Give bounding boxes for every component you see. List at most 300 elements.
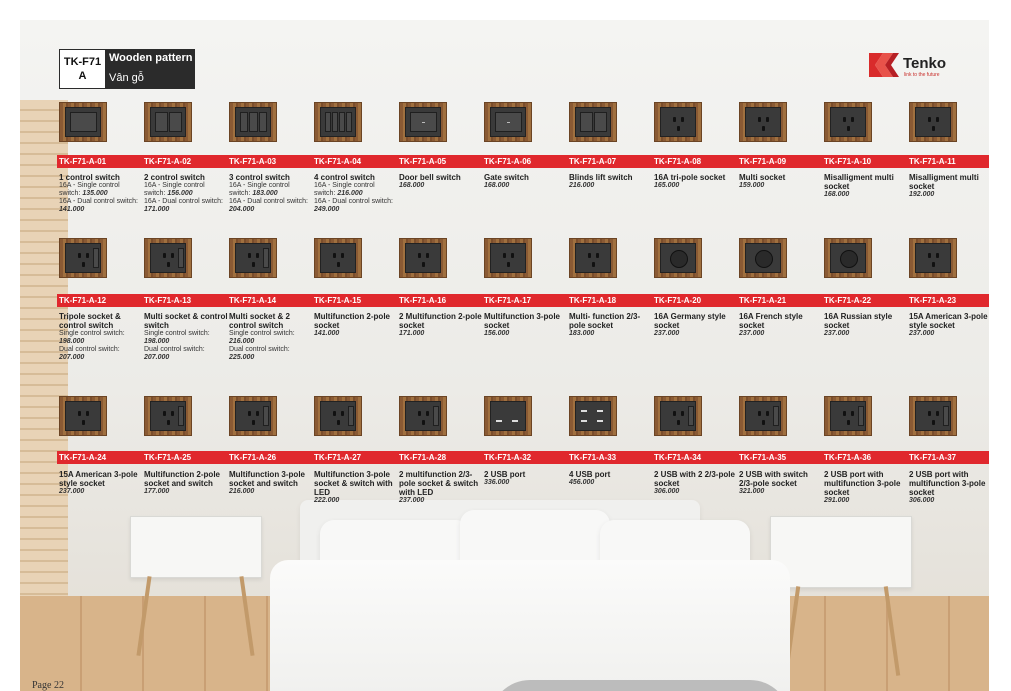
price-value: 225.000 [229,354,255,361]
switch-4-icon [320,107,356,137]
plate-detail [155,112,168,132]
plate-detail [847,420,850,425]
wood-frame-thumbnail [229,102,277,142]
plate-detail [773,406,779,426]
plate-detail [851,411,854,416]
plate-detail [93,248,99,268]
plate-detail [594,112,607,132]
wood-frame-thumbnail [399,396,447,436]
plate-detail [592,262,595,267]
product-code: TK-F71-A-20 [654,296,702,305]
price-label: 16A - Single control switch: [144,182,205,197]
plate-detail [86,253,89,258]
plate-detail [843,117,846,122]
plate-detail [78,253,81,258]
plate-detail [252,420,255,425]
wood-frame-thumbnail [739,396,787,436]
wood-frame-thumbnail [654,238,702,278]
price-line [229,330,313,346]
plate-detail [936,117,939,122]
price-value: 237.000 [654,330,680,337]
plate-detail [511,253,514,258]
socket-2switch-icon [235,243,271,273]
product-details [484,330,568,338]
plate-detail [507,122,510,123]
wood-frame-thumbnail [569,238,617,278]
plate-detail [248,411,251,416]
product-code: TK-F71-A-36 [824,453,872,462]
plate-detail [936,411,939,416]
plate-detail [263,406,269,426]
price-value: 192.000 [909,191,935,198]
wood-frame-thumbnail [229,396,277,436]
russian-socket-icon [830,243,866,273]
product-details [739,488,823,496]
product-name: 16A Russian style socket [824,312,893,330]
price-value: 165.000 [654,182,680,189]
right-nightstand [770,516,912,588]
doorbell-switch-icon [405,107,441,137]
plate-detail [163,253,166,258]
plate-detail [677,126,680,131]
plate-detail [333,253,336,258]
product-details [654,488,738,496]
plate-detail [762,420,765,425]
plate-detail [581,410,587,412]
price-label: Single control switch: [229,330,295,337]
plate-detail [762,126,765,131]
wood-frame-thumbnail [59,396,107,436]
misalignment-socket-icon [830,107,866,137]
usb-switch-socket-icon [745,401,781,431]
product-details [144,330,228,362]
product-code: TK-F71-A-26 [229,453,277,462]
series-subtitle: Vân gỗ [109,72,144,84]
switch-1-icon [65,107,101,137]
product-details [824,497,908,505]
price-line [144,182,228,198]
product-details [824,191,908,199]
double-3pole-socket-icon [575,243,611,273]
wood-frame-thumbnail [314,238,362,278]
american-socket-icon [65,401,101,431]
plate-detail [681,411,684,416]
product-code: TK-F71-A-21 [739,296,787,305]
plate-detail [928,253,931,258]
product-name: Multi socket & control switch [144,312,228,330]
price-line [59,198,143,214]
product-details [739,182,823,190]
product-code: TK-F71-A-22 [824,296,872,305]
plate-detail [688,406,694,426]
series-header [59,49,195,89]
plate-detail [171,411,174,416]
french-socket-icon [745,243,781,273]
price-line [229,346,313,362]
price-value: 237.000 [399,497,425,504]
gate-switch-icon [490,107,526,137]
wood-frame-thumbnail [654,102,702,142]
product-details [144,488,228,496]
plate-detail [581,420,587,422]
price-label: 16A - Dual control switch: [229,198,308,205]
wood-frame-thumbnail [144,238,192,278]
product-details [229,330,313,362]
product-code: TK-F71-A-09 [739,157,787,166]
product-code: TK-F71-A-25 [144,453,192,462]
wood-frame-thumbnail [59,238,107,278]
wood-frame-thumbnail [144,102,192,142]
price-label: 16A - Dual control switch: [144,198,223,205]
price-label: Dual control switch: [229,346,290,353]
product-code: TK-F71-A-07 [569,157,617,166]
price-value: 141.000 [314,330,340,337]
wood-frame-thumbnail [484,396,532,436]
product-details [59,330,143,362]
wood-frame-thumbnail [484,238,532,278]
plate-detail [597,420,603,422]
price-value: 177.000 [144,488,170,495]
product-name: Misalligment multi socket [824,173,894,191]
product-name: 1 control switch [59,173,120,182]
product-name: Multifunction 2-pole socket [314,312,390,330]
price-value: 171.000 [399,330,425,337]
plate-detail [673,411,676,416]
product-details [484,479,568,487]
price-value: 237.000 [59,488,85,495]
product-code: TK-F71-A-18 [569,296,617,305]
plate-detail [163,411,166,416]
plate-detail [503,253,506,258]
product-name: 2 USB port with multifunction 3-pole socket [824,470,901,497]
plate-detail [936,253,939,258]
product-details [569,182,653,190]
wood-frame-thumbnail [399,102,447,142]
price-value: 207.000 [144,354,170,361]
plate-detail [758,411,761,416]
double-led-switch-icon [405,401,441,431]
series-title: Wooden pattern [109,52,193,64]
product-details [569,330,653,338]
misalignment-socket-icon [915,107,951,137]
wood-frame-thumbnail [314,102,362,142]
plate-detail [333,411,336,416]
product-details [144,182,228,214]
product-details [59,488,143,496]
wood-frame-thumbnail [569,396,617,436]
price-line [229,182,313,198]
socket-switch-icon [150,243,186,273]
price-value: 171.000 [144,206,170,213]
product-code: TK-F71-A-06 [484,157,532,166]
product-details [484,182,568,190]
product-code: TK-F71-A-35 [739,453,787,462]
price-label: 16A - Dual control switch: [59,198,138,205]
plate-detail [86,411,89,416]
plate-detail [858,406,864,426]
wood-frame-thumbnail [484,102,532,142]
wood-frame-thumbnail [909,396,957,436]
plate-detail [932,126,935,131]
plate-detail [928,117,931,122]
plate-detail [766,411,769,416]
price-label: Dual control switch: [144,346,205,353]
price-value: 306.000 [909,497,935,504]
tenko-logo-icon [867,51,901,79]
plate-detail [325,112,331,132]
multi-socket-icon [745,107,781,137]
price-value: 249.000 [314,206,340,213]
3pole-led-switch-icon [320,401,356,431]
product-name: 16A French style socket [739,312,803,330]
wood-frame-thumbnail [824,102,872,142]
product-code: TK-F71-A-17 [484,296,532,305]
plate-detail [167,420,170,425]
price-line [314,182,398,198]
price-value: 306.000 [654,488,680,495]
plate-detail [766,117,769,122]
brand-tagline: link to the future [904,72,940,78]
plate-detail [673,117,676,122]
plate-detail [418,411,421,416]
plate-detail [422,262,425,267]
product-details [229,182,313,214]
price-label: Single control switch: [59,330,125,337]
plate-detail [252,262,255,267]
plate-detail [670,250,688,268]
product-details [399,330,483,338]
plate-detail [932,420,935,425]
product-name: Tripole socket & control switch [59,312,121,330]
plate-detail [341,411,344,416]
product-details [314,182,398,214]
product-details [399,182,483,190]
price-value: 456.000 [569,479,595,486]
wood-frame-thumbnail [739,102,787,142]
price-value: 216.000 [337,190,363,197]
product-name: 4 control switch [314,173,375,182]
plate-detail [758,117,761,122]
product-details [909,330,993,338]
price-line [144,198,228,214]
switch-2-icon [150,107,186,137]
product-name: 15A American 3-pole style socket [909,312,988,330]
product-name: 2 USB port with multifunction 3-pole socket [909,470,986,497]
product-name: 2 USB port [484,470,526,479]
wood-frame-thumbnail [739,238,787,278]
socket-switch-icon [65,243,101,273]
price-line [59,346,143,362]
plate-detail [422,122,425,123]
price-value: 198.000 [59,338,85,345]
plate-detail [169,112,182,132]
product-code: TK-F71-A-05 [399,157,447,166]
product-details [739,330,823,338]
price-value: 222.000 [314,497,340,504]
price-value: 321.000 [739,488,765,495]
product-name: 16A Germany style socket [654,312,726,330]
product-details [909,497,993,505]
plate-detail [339,112,345,132]
3pole-socket-icon [490,243,526,273]
price-value: 198.000 [144,338,170,345]
plate-detail [249,112,257,132]
price-value: 237.000 [909,330,935,337]
price-label: 16A - Single control switch: [229,182,290,197]
product-name: 16A tri-pole socket [654,173,726,182]
plate-detail [928,411,931,416]
product-details [59,182,143,214]
wood-frame-thumbnail [59,102,107,142]
price-label: 16A - Single control switch: [59,182,120,197]
wood-frame-thumbnail [569,102,617,142]
plate-detail [263,248,269,268]
product-code: TK-F71-A-11 [909,157,956,166]
wood-frame-thumbnail [144,396,192,436]
plate-detail [82,262,85,267]
price-value: 291.000 [824,497,850,504]
series-code: TK-F71 A [59,49,106,89]
price-value: 156.000 [484,330,510,337]
price-line [144,330,228,346]
plate-detail [167,262,170,267]
plate-detail [840,250,858,268]
price-value: 216.000 [229,488,255,495]
3pole-switch-icon [235,401,271,431]
price-label: 16A - Dual control switch: [314,198,393,205]
product-name: 2 multifunction 2/3-pole socket & switch with LED [399,470,479,497]
product-name: Door bell switch [399,173,461,182]
product-code: TK-F71-A-08 [654,157,702,166]
price-line [144,346,228,362]
wood-frame-thumbnail [229,238,277,278]
wood-frame-thumbnail [909,238,957,278]
product-code: TK-F71-A-24 [59,453,107,462]
product-details [399,497,483,505]
product-details [314,330,398,338]
product-name: Multifunction 3-pole socket & switch with LED [314,470,393,497]
product-name: Blinds lift switch [569,173,633,182]
price-label: Single control switch: [144,330,210,337]
american-socket-icon [915,243,951,273]
plate-detail [178,248,184,268]
bed [270,560,790,691]
product-details [654,182,738,190]
wood-frame-thumbnail [399,238,447,278]
product-name: 4 USB port [569,470,611,479]
price-line [229,198,313,214]
usb-2-icon [490,401,526,431]
plate-detail [337,420,340,425]
plate-detail [433,406,439,426]
plate-detail [943,406,949,426]
tripole-socket-icon [660,107,696,137]
product-code: TK-F71-A-14 [229,296,277,305]
plate-detail [496,420,502,422]
left-nightstand [130,516,262,578]
product-code: TK-F71-A-12 [59,296,107,305]
price-line [59,330,143,346]
price-value: 183.000 [569,330,595,337]
page-number: Page 22 [32,680,64,691]
product-name: 2 USB with switch 2/3-pole socket [739,470,808,488]
price-value: 156.000 [167,190,193,197]
product-code: TK-F71-A-13 [144,296,192,305]
plate-detail [422,420,425,425]
switch-3-icon [235,107,271,137]
plate-detail [178,406,184,426]
product-name: 15A American 3-pole style socket [59,470,138,488]
price-value: 168.000 [824,191,850,198]
product-details [824,330,908,338]
wood-frame-thumbnail [909,102,957,142]
product-details [314,497,398,505]
plate-detail [256,411,259,416]
plate-detail [843,411,846,416]
plate-detail [240,112,248,132]
product-code: TK-F71-A-02 [144,157,192,166]
product-code: TK-F71-A-04 [314,157,362,166]
plate-detail [677,420,680,425]
product-name: Multifunction 2-pole socket and switch [144,470,220,488]
product-code: TK-F71-A-16 [399,296,447,305]
price-value: 237.000 [824,330,850,337]
plate-detail [512,420,518,422]
plate-detail [248,253,251,258]
price-value: 237.000 [739,330,765,337]
product-name: Multi socket & 2 control switch [229,312,290,330]
plate-detail [418,253,421,258]
price-value: 216.000 [569,182,595,189]
product-name: Gate switch [484,173,529,182]
product-name: 3 control switch [229,173,290,182]
price-value: 168.000 [399,182,425,189]
2pole-switch-icon [150,401,186,431]
usb-3pole-icon [830,401,866,431]
price-value: 183.000 [252,190,278,197]
plate-detail [588,253,591,258]
plate-detail [332,112,338,132]
product-code: TK-F71-A-03 [229,157,277,166]
plate-detail [596,253,599,258]
product-name: 2 USB with 2 2/3-pole socket [654,470,735,488]
plate-detail [70,112,97,132]
product-name: Multi socket [739,173,786,182]
plate-detail [426,253,429,258]
price-label: 16A - Single control switch: [314,182,375,197]
plate-detail [346,112,352,132]
price-line [59,182,143,198]
product-code: TK-F71-A-15 [314,296,362,305]
product-code: TK-F71-A-01 [59,157,107,166]
plate-detail [580,112,593,132]
plate-detail [932,262,935,267]
price-line [314,198,398,214]
tenko-logo [867,51,967,79]
price-value: 141.000 [59,206,85,213]
plate-detail [341,253,344,258]
plate-detail [348,406,354,426]
product-name: Multifunction 3-pole socket and switch [229,470,305,488]
wood-frame-thumbnail [824,396,872,436]
product-code: TK-F71-A-34 [654,453,702,462]
price-value: 168.000 [484,182,510,189]
product-code: TK-F71-A-23 [909,296,957,305]
double-2pole-socket-icon [405,243,441,273]
product-name: 2 Multifunction 2-pole socket [399,312,482,330]
product-code: TK-F71-A-32 [484,453,532,462]
wood-frame-thumbnail [654,396,702,436]
